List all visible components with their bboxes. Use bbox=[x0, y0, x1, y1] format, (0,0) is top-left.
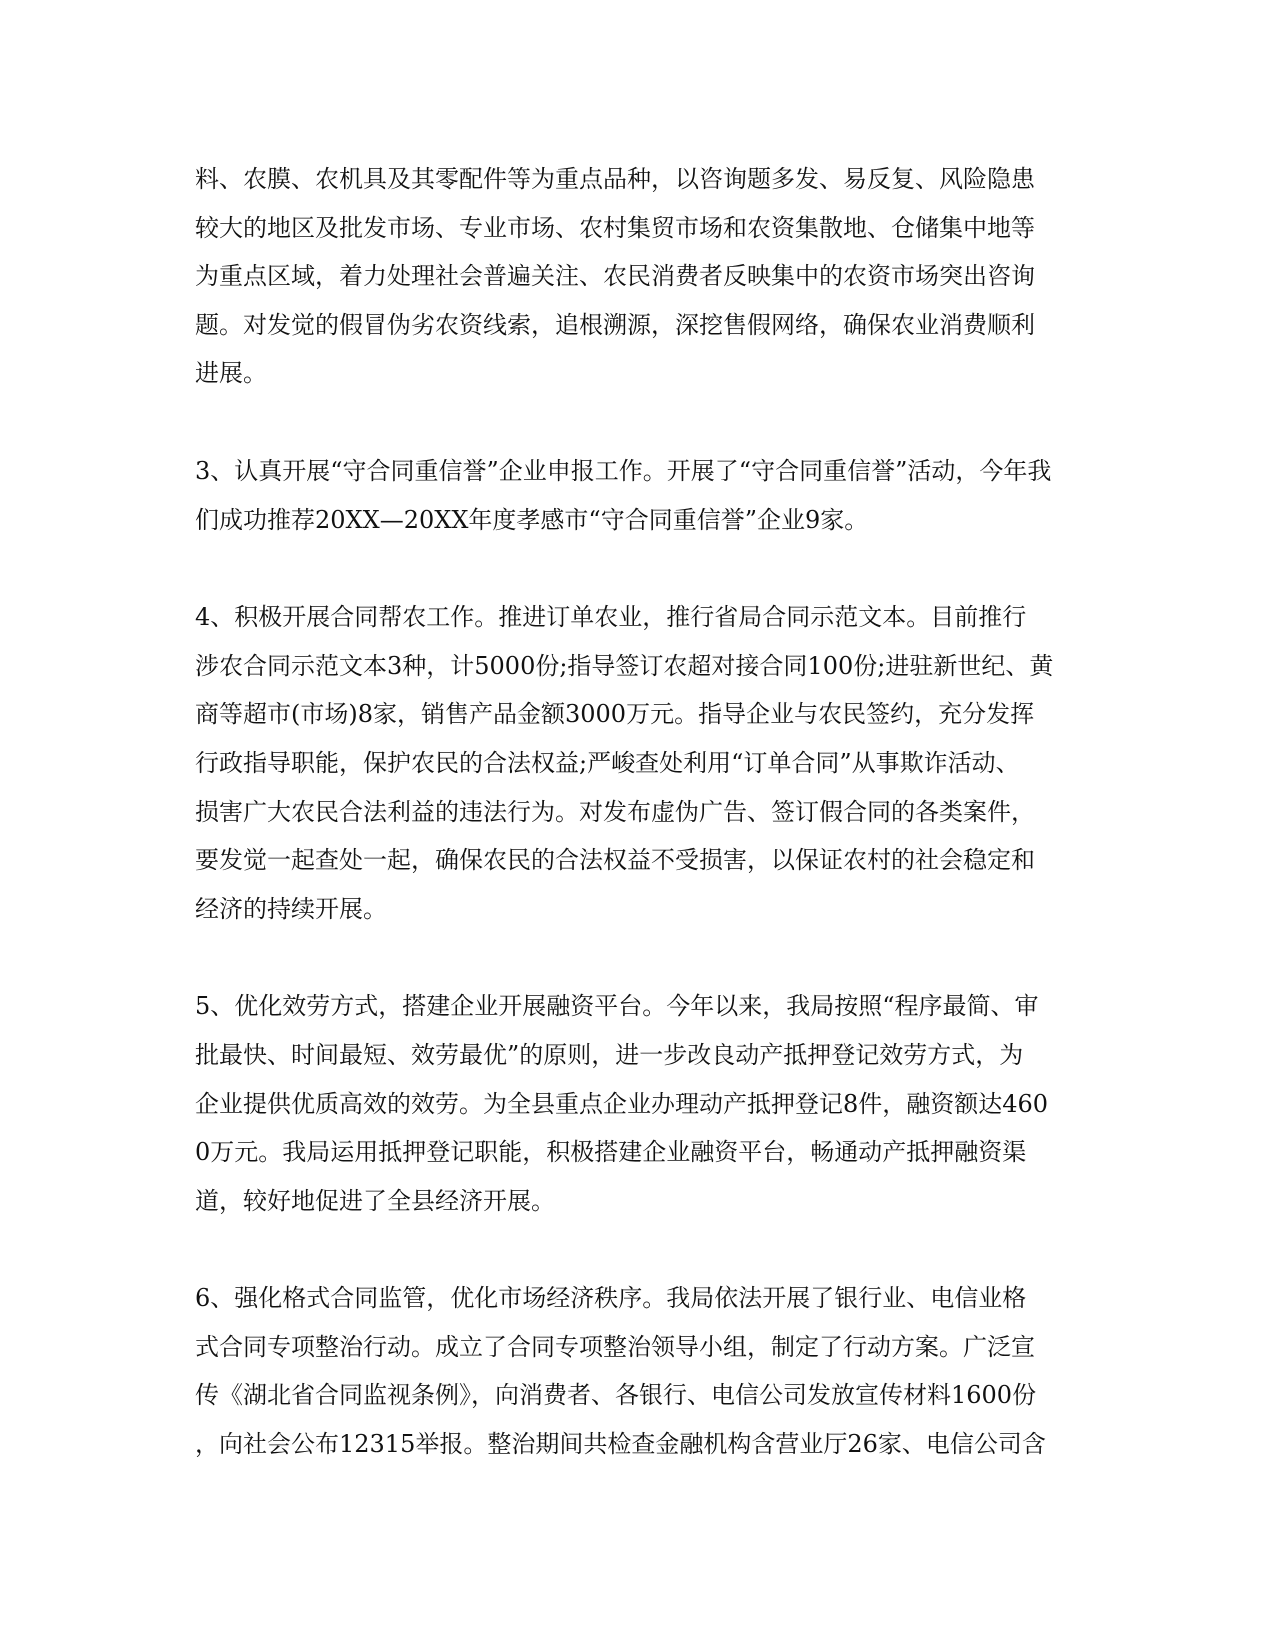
text-line: 行政指导职能，保护农民的合法权益;严峻查处利用“订单合同”从事欺诈活动、 bbox=[195, 748, 1020, 777]
text-line: 批最快、时间最短、效劳最优”的原则，进一步改良动产抵押登记效劳方式，为 bbox=[195, 1040, 1024, 1069]
text-line: 企业提供优质高效的效劳。为全县重点企业办理动产抵押登记8件，融资额达460 bbox=[195, 1089, 1049, 1118]
paragraph-item-4 bbox=[195, 593, 1075, 933]
document-body bbox=[195, 155, 1075, 1518]
text-line: 为重点区域，着力处理社会普遍关注、农民消费者反映集中的农资市场突出咨询 bbox=[195, 262, 1035, 291]
paragraph-item-3 bbox=[195, 447, 1075, 544]
paragraph-continuation bbox=[195, 155, 1075, 398]
text-line: 涉农合同示范文本3种，计5000份;指导签订农超对接合同100份;进驻新世纪、黄 bbox=[195, 651, 1054, 680]
text-line: 们成功推荐20XX—20XX年度孝感市“守合同重信誉”企业9家。 bbox=[195, 505, 869, 534]
text-line: 3、认真开展“守合同重信誉”企业申报工作。开展了“守合同重信誉”活动，今年我 bbox=[195, 456, 1052, 485]
text-line: 较大的地区及批发市场、专业市场、农村集贸市场和农资集散地、仓储集中地等 bbox=[195, 213, 1035, 242]
text-line: 道，较好地促进了全县经济开展。 bbox=[195, 1186, 555, 1215]
paragraph-item-5 bbox=[195, 982, 1075, 1225]
text-line: ，向社会公布12315举报。整治期间共检查金融机构含营业厅26家、电信公司含 bbox=[195, 1430, 1046, 1459]
text-line: 商等超市(市场)8家，销售产品金额3000万元。指导企业与农民签约，充分发挥 bbox=[195, 700, 1035, 729]
text-line: 4、积极开展合同帮农工作。推进订单农业，推行省局合同示范文本。目前推行 bbox=[195, 603, 1027, 632]
text-line: 要发觉一起查处一起，确保农民的合法权益不受损害，以保证农村的社会稳定和 bbox=[195, 846, 1035, 875]
paragraph-item-6 bbox=[195, 1274, 1075, 1468]
text-line: 式合同专项整治行动。成立了合同专项整治领导小组，制定了行动方案。广泛宣 bbox=[195, 1332, 1035, 1361]
text-line: 5、优化效劳方式，搭建企业开展融资平台。今年以来，我局按照“程序最简、审 bbox=[195, 992, 1039, 1021]
text-line: 进展。 bbox=[195, 359, 267, 388]
text-line: 0万元。我局运用抵押登记职能，积极搭建企业融资平台，畅通动产抵押融资渠 bbox=[195, 1138, 1027, 1167]
text-line: 料、农膜、农机具及其零配件等为重点品种，以咨询题多发、易反复、风险隐患 bbox=[195, 165, 1035, 193]
text-line: 经济的持续开展。 bbox=[195, 894, 387, 923]
text-line: 题。对发觉的假冒伪劣农资线索，追根溯源，深挖售假网络，确保农业消费顺利 bbox=[195, 310, 1035, 339]
text-line: 损害广大农民合法利益的违法行为。对发布虚伪广告、签订假合同的各类案件， bbox=[195, 797, 1035, 826]
text-line: 传《湖北省合同监视条例》，向消费者、各银行、电信公司发放宣传材料1600份 bbox=[195, 1381, 1037, 1410]
text-line: 6、强化格式合同监管，优化市场经济秩序。我局依法开展了银行业、电信业格 bbox=[195, 1284, 1027, 1313]
